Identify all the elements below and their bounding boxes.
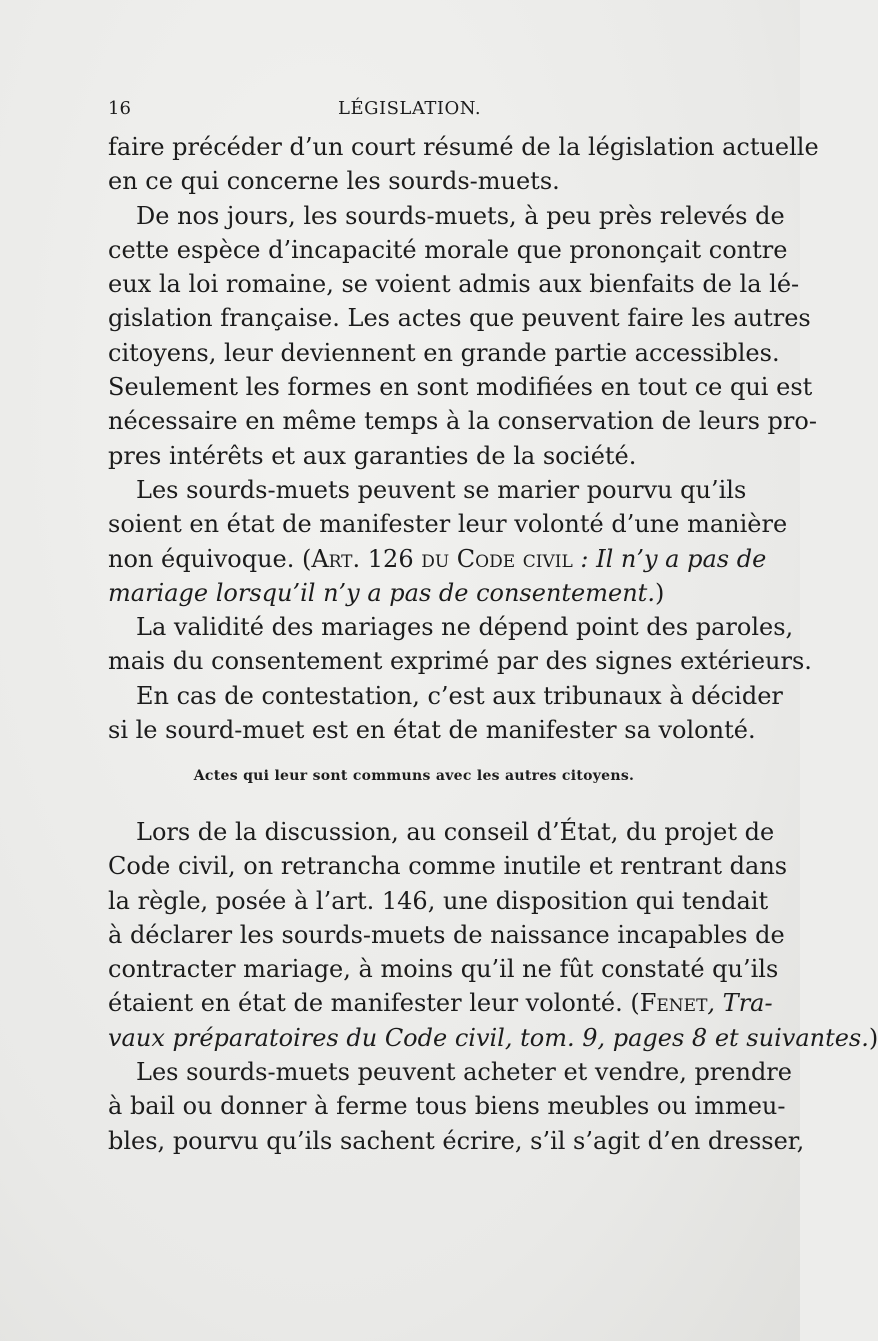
text-line: Les sourds-muets peuvent acheter et vendre, prendre [136,1058,792,1087]
article-quote-part-1: : Il n’y a pas de [572,544,767,573]
text-line: cette espèce d’incapacité morale que prononçait contre [108,235,788,264]
page-header [108,98,720,128]
article-citation-line [108,542,767,576]
text-line: à bail ou donner à ferme tous biens meubles ou immeu- [108,1092,786,1121]
citation-title-part-1: , Tra- [707,989,773,1018]
text-line: faire précéder d’un court résumé de la législation actuelle [108,133,819,161]
text-line: citoyens, leur deviennent en grande partie accessibles. [108,338,780,367]
text-line: à déclarer les sourds-muets de naissance incapables de [108,920,785,949]
section-1-text [108,130,819,747]
article-reference: Art. 126 du Code civil [311,544,573,573]
citation-title-part-2: vaux préparatoires du Code civil, tom. 9, pages 8 et suivantes. [108,1023,869,1052]
text-line: si le sourd-muet est en état de manifester sa volonté. [108,716,756,745]
citation-close: ) [654,578,665,607]
running-head: LÉGISLATION. [338,98,482,119]
citation-open: non équivoque. ( [108,544,312,573]
author-name: Fenet [639,989,708,1018]
section-subheading: Actes qui leur sont communs avec les autres citoyens. [193,768,635,784]
citation-open: étaient en état de manifester leur volonté. ( [108,989,640,1018]
text-line: En cas de contestation, c’est aux tribunaux à décider [136,681,783,710]
text-line: Lors de la discussion, au conseil d’État, du projet de [136,818,775,846]
text-line: eux la loi romaine, se voient admis aux bienfaits de la lé- [108,270,800,299]
fenet-citation-line [108,986,773,1020]
text-line: Les sourds-muets peuvent se marier pourvu qu’ils [136,475,747,504]
text-line: De nos jours, les sourds-muets, à peu près relevés de [136,201,785,230]
text-line: mais du consentement exprimé par des signes extérieurs. [108,647,812,676]
text-line: La validité des mariages ne dépend point des paroles, [136,613,794,642]
fenet-citation-line-2 [108,1021,878,1055]
text-line: la règle, posée à l’art. 146, une disposition qui tendait [108,886,769,915]
text-line: Code civil, on retrancha comme inutile et rentrant dans [108,852,788,881]
text-line: nécessaire en même temps à la conservation de leurs pro- [108,407,817,436]
text-line: gislation française. Les actes que peuvent faire les autres [108,304,811,333]
text-line: en ce qui concerne les sourds-muets. [108,167,560,196]
text-line: soient en état de manifester leur volonté d’une manière [108,510,788,539]
text-line: pres intérêts et aux garanties de la société. [108,441,637,470]
citation-close: ) [868,1023,878,1052]
page-number: 16 [108,98,131,119]
article-citation-line-2 [108,576,720,610]
article-quote-part-2: mariage lorsqu’il n’y a pas de consentement. [108,578,655,607]
text-line: contracter mariage, à moins qu’il ne fût constaté qu’ils [108,955,779,984]
section-2-text [108,815,878,1158]
text-line: bles, pourvu qu’ils sachent écrire, s’il s’agit d’en dresser, [108,1126,805,1155]
text-line: Seulement les formes en sont modifiées en tout ce qui est [108,373,813,402]
